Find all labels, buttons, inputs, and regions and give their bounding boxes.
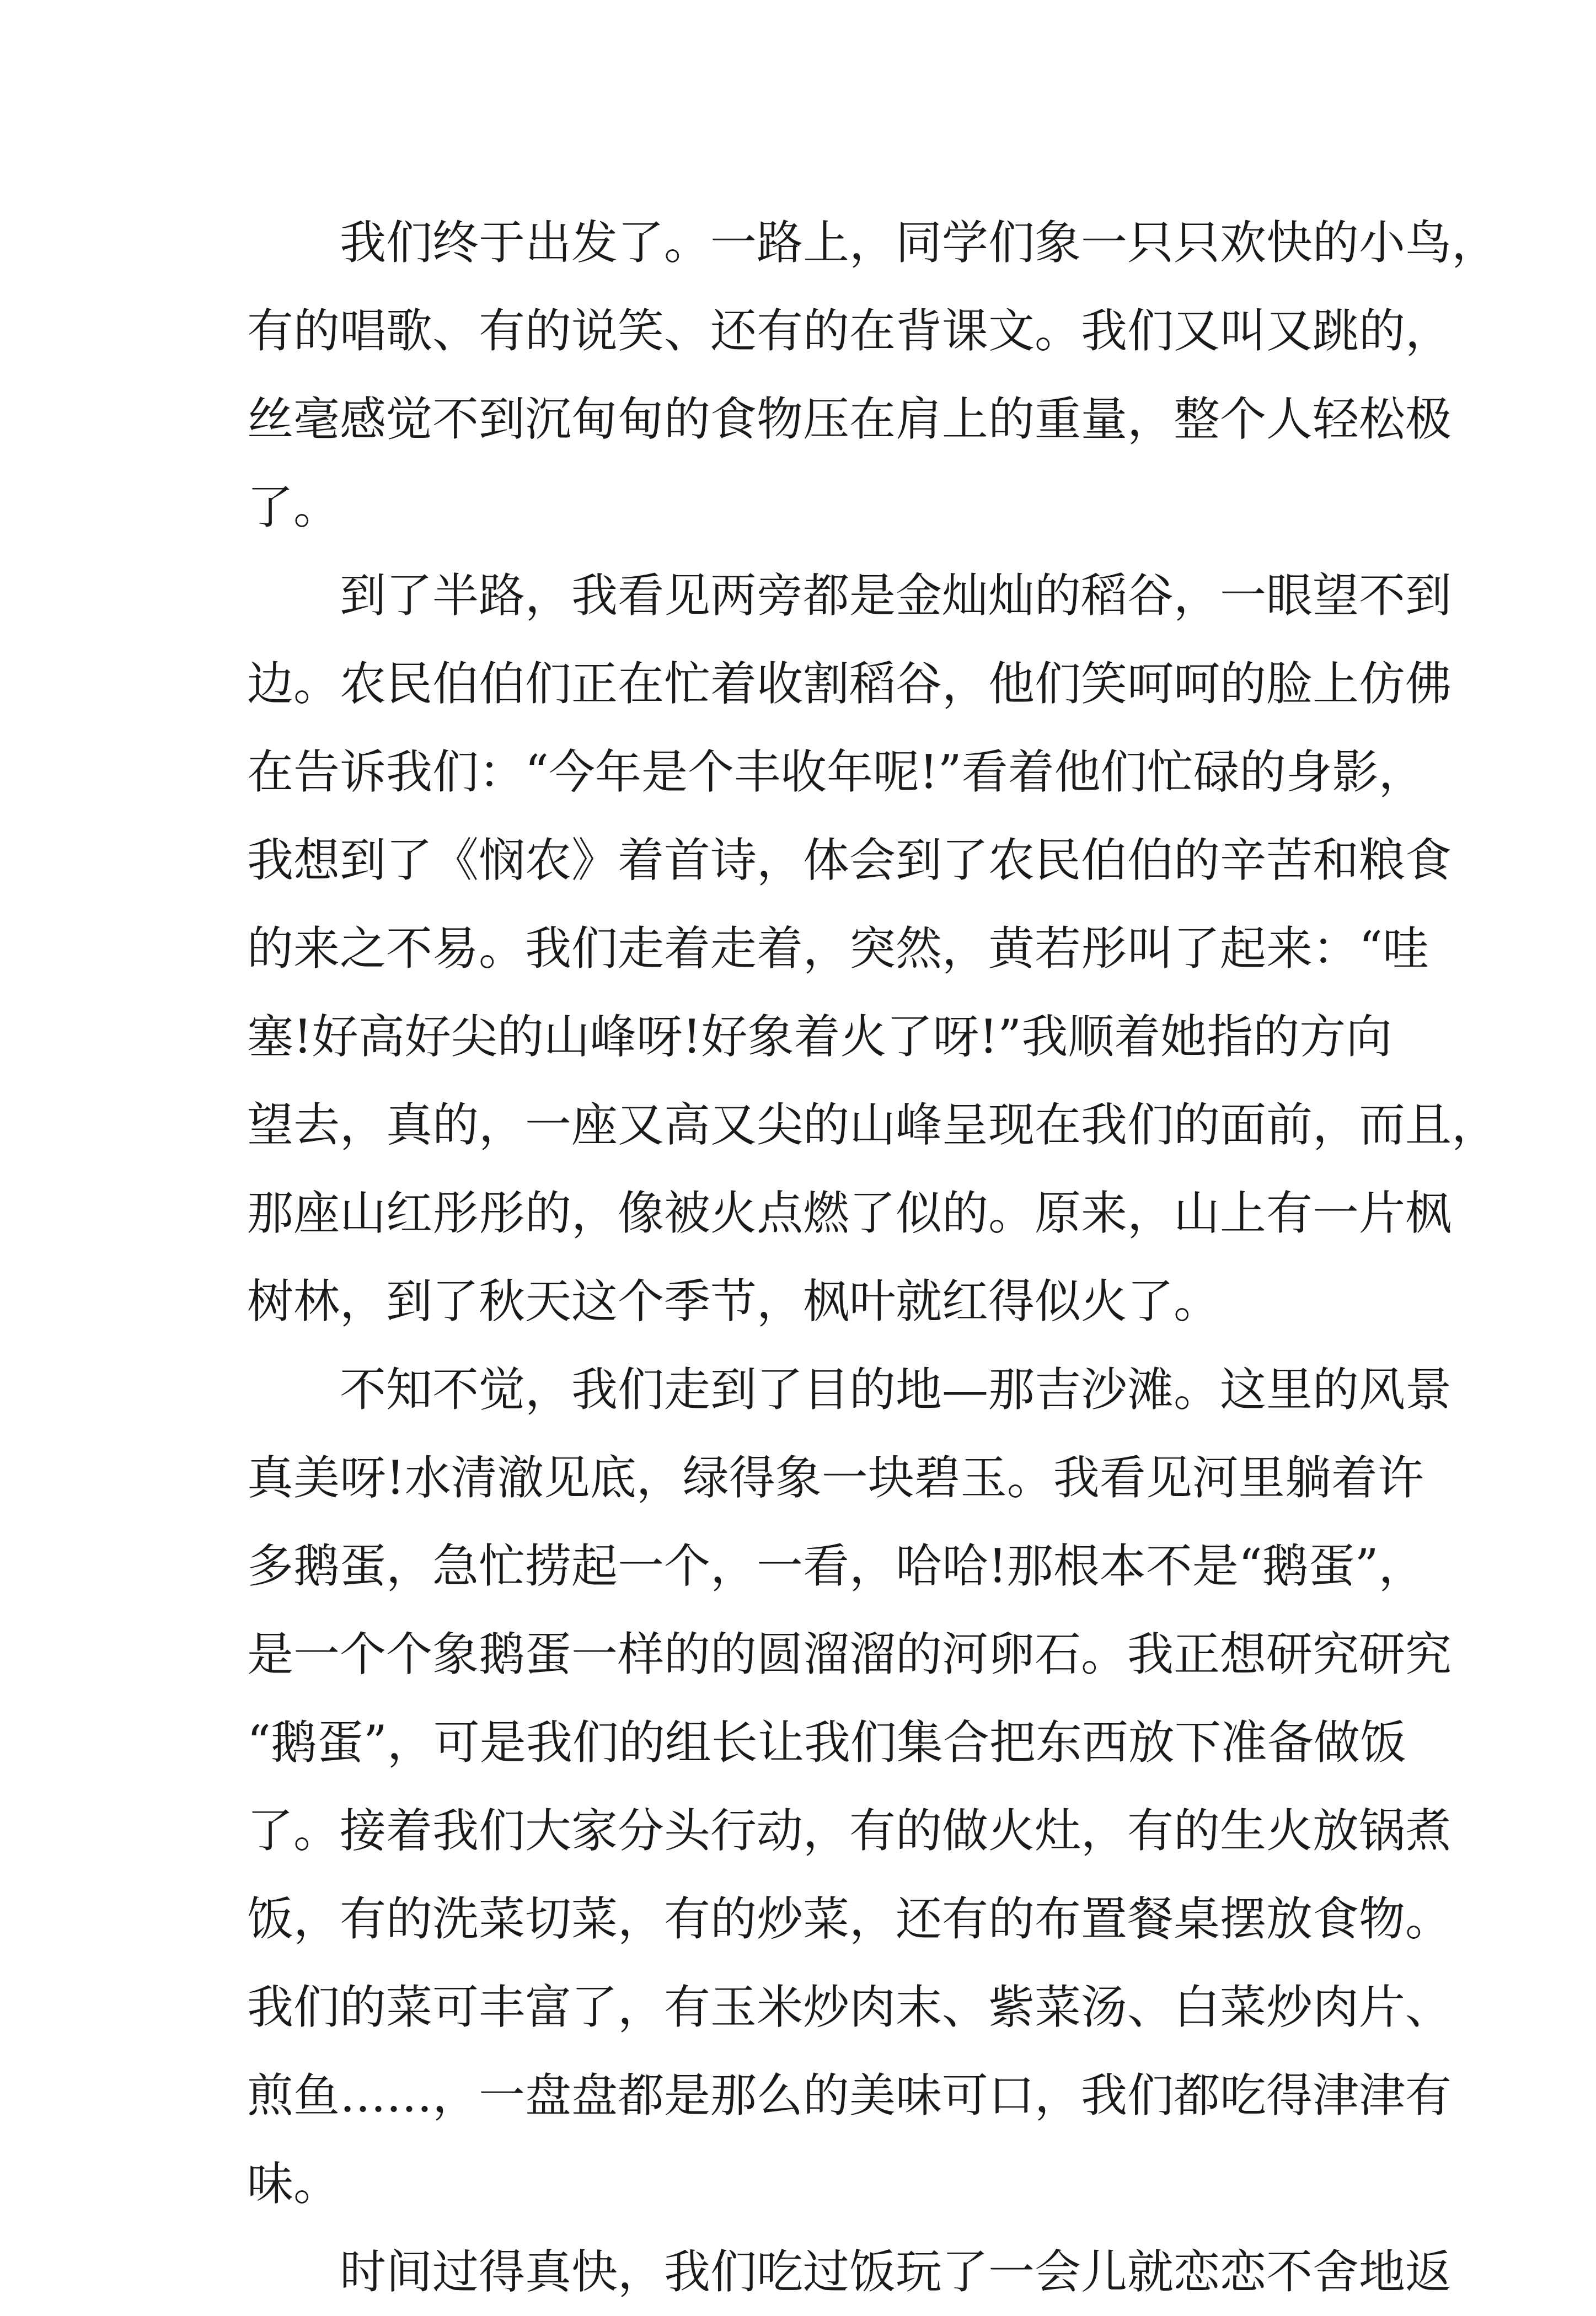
text-line: 在告诉我们：“今年是个丰收年呢!”看着他们忙碌的身影， [247, 745, 1425, 799]
text-line: 时间过得真快，我们吃过饭玩了一会儿就恋恋不舍地返 [340, 2245, 1452, 2299]
text-line: 真美呀!水清澈见底，绿得象一块碧玉。我看见河里躺着许 [247, 1451, 1424, 1505]
text-line: 了。 [247, 480, 340, 534]
text-line: 那座山红彤彤的，像被火点燃了似的。原来，山上有一片枫 [247, 1186, 1452, 1240]
text-line: 我们的菜可丰富了，有玉米炒肉末、紫菜汤、白菜炒肉片、 [247, 1980, 1452, 2034]
text-line: 我们终于出发了。一路上，同学们象一只只欢快的小鸟， [340, 216, 1498, 270]
text-line: 树林，到了秋天这个季节，枫叶就红得似火了。 [247, 1274, 1220, 1328]
text-line: 塞!好高好尖的山峰呀!好象着火了呀!”我顺着她指的方向 [247, 1010, 1393, 1064]
text-line: 到了半路，我看见两旁都是金灿灿的稻谷，一眼望不到 [340, 569, 1452, 623]
text-line: 了。接着我们大家分头行动，有的做火灶，有的生火放锅煮 [247, 1804, 1452, 1858]
text-line: 我想到了《悯农》着首诗，体会到了农民伯伯的辛苦和粮食 [247, 833, 1452, 887]
text-line: 望去，真的，一座又高又尖的山峰呈现在我们的面前，而且， [247, 1098, 1498, 1152]
body-text [247, 199, 1498, 2316]
text-line: 是一个个象鹅蛋一样的的圆溜溜的河卵石。我正想研究研究 [247, 1627, 1452, 1681]
text-line: “鹅蛋”，可是我们的组长让我们集合把东西放下准备做饭 [247, 1715, 1406, 1770]
text-line: 煎鱼……，一盘盘都是那么的美味可口，我们都吃得津津有 [247, 2068, 1452, 2122]
text-line: 丝毫感觉不到沉甸甸的食物压在肩上的重量，整个人轻松极 [247, 392, 1452, 446]
text-line: 的来之不易。我们走着走着，突然，黄若彤叫了起来：“哇 [247, 921, 1429, 975]
text-line: 味。 [247, 2157, 340, 2211]
text-line: 有的唱歌、有的说笑、还有的在背课文。我们又叫又跳的， [247, 304, 1452, 358]
text-line: 饭，有的洗菜切菜，有的炒菜，还有的布置餐桌摆放食物。 [247, 1892, 1452, 1946]
text-line: 多鹅蛋，急忙捞起一个，一看，哈哈!那根本不是“鹅蛋”， [247, 1539, 1425, 1593]
text-line: 边。农民伯伯们正在忙着收割稻谷，他们笑呵呵的脸上仿佛 [247, 657, 1452, 711]
text-line: 不知不觉，我们走到了目的地—那吉沙滩。这里的风景 [340, 1363, 1452, 1417]
